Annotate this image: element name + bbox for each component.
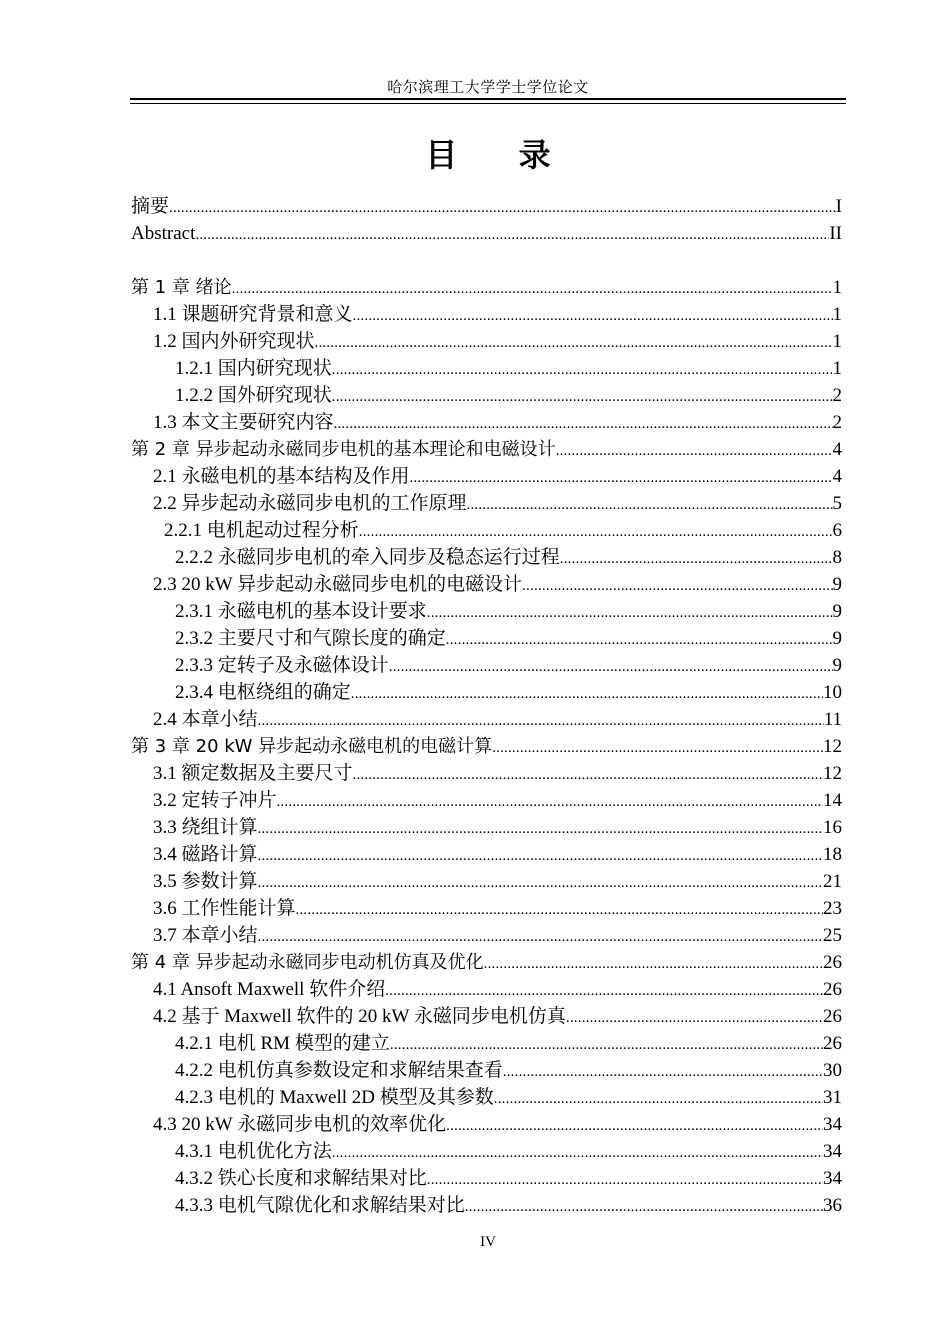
toc-entry-label: 4.3.2 铁心长度和求解结果对比 bbox=[175, 1168, 427, 1189]
dot-leader bbox=[232, 276, 833, 303]
page-number: IV bbox=[480, 1234, 496, 1250]
toc-entry-label: 3.4 磁路计算 bbox=[153, 844, 258, 865]
dot-leader bbox=[467, 492, 833, 519]
toc-entry[interactable] bbox=[131, 1192, 842, 1219]
dot-leader bbox=[566, 1005, 823, 1032]
toc-entry[interactable] bbox=[131, 328, 842, 355]
toc-entry-label: 2.3.1 永磁电机的基本设计要求 bbox=[175, 601, 427, 622]
toc-entry-label: Abstract bbox=[131, 223, 196, 244]
toc-entry-label: 4.3.1 电机优化方法 bbox=[175, 1141, 332, 1162]
toc-entry[interactable] bbox=[131, 1165, 842, 1192]
dot-leader bbox=[258, 843, 823, 870]
toc-entry-label: 第 2 章 异步起动永磁同步电机的基本理论和电磁设计 bbox=[131, 439, 556, 460]
toc-entry[interactable] bbox=[131, 301, 842, 328]
dot-leader bbox=[195, 222, 829, 249]
table-of-contents bbox=[131, 193, 842, 1219]
toc-entry-page: 12 bbox=[823, 736, 842, 757]
toc-entry-label: 1.2.1 国内研究现状 bbox=[175, 358, 332, 379]
toc-entry[interactable] bbox=[131, 220, 842, 247]
toc-entry-label: 2.3.2 主要尺寸和气隙长度的确定 bbox=[175, 628, 446, 649]
toc-entry[interactable] bbox=[131, 355, 842, 382]
dot-leader bbox=[446, 627, 833, 654]
toc-entry-label: 1.1 课题研究背景和意义 bbox=[153, 304, 353, 325]
toc-entry-page: 11 bbox=[823, 709, 842, 730]
dot-leader bbox=[334, 411, 833, 438]
toc-title: 目 录 bbox=[425, 136, 551, 174]
toc-entry[interactable] bbox=[131, 1057, 842, 1084]
toc-entry[interactable] bbox=[131, 706, 842, 733]
toc-entry-label: 3.5 参数计算 bbox=[153, 871, 258, 892]
toc-entry-page: 21 bbox=[823, 871, 842, 892]
toc-entry-page: 1 bbox=[832, 304, 842, 325]
toc-entry-page: 16 bbox=[823, 817, 842, 838]
toc-chapter-entry[interactable] bbox=[131, 949, 842, 976]
dot-leader bbox=[296, 897, 823, 924]
toc-entry-page: 1 bbox=[832, 331, 842, 352]
toc-entry-label: 2.2.1 电机起动过程分析 bbox=[164, 520, 359, 541]
toc-entry-page: 4 bbox=[832, 466, 842, 487]
toc-entry-label: 2.3 20 kW 异步起动永磁同步电机的电磁设计 bbox=[153, 574, 523, 595]
dot-leader bbox=[353, 762, 823, 789]
toc-entry-page: 2 bbox=[832, 385, 842, 406]
dot-leader bbox=[359, 519, 833, 546]
toc-entry-page: 12 bbox=[823, 763, 842, 784]
toc-entry-page: 30 bbox=[823, 1060, 842, 1081]
toc-entry-page: 34 bbox=[823, 1114, 842, 1135]
toc-entry[interactable] bbox=[131, 409, 842, 436]
dot-leader bbox=[385, 978, 823, 1005]
toc-chapter-entry[interactable] bbox=[131, 274, 842, 301]
dot-leader bbox=[492, 735, 823, 762]
toc-entry[interactable] bbox=[131, 922, 842, 949]
toc-entry[interactable] bbox=[131, 382, 842, 409]
toc-entry[interactable] bbox=[131, 895, 842, 922]
toc-entry[interactable] bbox=[131, 760, 842, 787]
toc-entry[interactable] bbox=[131, 868, 842, 895]
toc-entry[interactable] bbox=[131, 1138, 842, 1165]
toc-entry-page: 1 bbox=[832, 358, 842, 379]
dot-leader bbox=[446, 1113, 823, 1140]
header-rule-thin bbox=[130, 103, 846, 104]
toc-entry-label: 1.2.2 国外研究现状 bbox=[175, 385, 332, 406]
toc-entry-page: 9 bbox=[832, 601, 842, 622]
toc-entry-page: 36 bbox=[823, 1195, 842, 1216]
toc-entry-label: 1.3 本文主要研究内容 bbox=[153, 412, 334, 433]
dot-leader bbox=[351, 681, 823, 708]
toc-entry-page: 1 bbox=[832, 277, 842, 298]
toc-entry-label: 4.2.3 电机的 Maxwell 2D 模型及其参数 bbox=[175, 1087, 494, 1108]
toc-entry-label: 1.2 国内外研究现状 bbox=[153, 331, 315, 352]
toc-entry-label: 4.2.1 电机 RM 模型的建立 bbox=[175, 1033, 390, 1054]
toc-entry[interactable] bbox=[131, 625, 842, 652]
toc-entry[interactable] bbox=[131, 544, 842, 571]
dot-leader bbox=[332, 357, 833, 384]
running-header: 哈尔滨理工大学学士学位论文 bbox=[387, 80, 589, 96]
toc-entry-page: 9 bbox=[832, 628, 842, 649]
toc-entry-label: 摘要 bbox=[131, 196, 170, 217]
toc-entry-page: 34 bbox=[823, 1141, 842, 1162]
dot-leader bbox=[332, 384, 833, 411]
dot-leader bbox=[427, 600, 833, 627]
toc-spacer bbox=[131, 247, 842, 274]
toc-entry-page: 26 bbox=[823, 979, 842, 1000]
dot-leader bbox=[494, 1086, 823, 1113]
toc-entry[interactable] bbox=[131, 598, 842, 625]
toc-entry-label: 2.3.4 电枢绕组的确定 bbox=[175, 682, 351, 703]
header-rule-thick bbox=[130, 98, 846, 100]
toc-entry[interactable] bbox=[131, 1111, 842, 1138]
dot-leader bbox=[556, 438, 833, 465]
toc-entry-page: 26 bbox=[823, 1006, 842, 1027]
toc-entry-page: 14 bbox=[823, 790, 842, 811]
toc-entry-page: 9 bbox=[832, 574, 842, 595]
dot-leader bbox=[258, 708, 824, 735]
toc-entry-page: 18 bbox=[823, 844, 842, 865]
toc-chapter-entry[interactable] bbox=[131, 436, 842, 463]
dot-leader bbox=[465, 1194, 823, 1221]
toc-entry-page: I bbox=[835, 196, 842, 217]
toc-chapter-entry[interactable] bbox=[131, 733, 842, 760]
toc-entry[interactable] bbox=[131, 193, 842, 220]
toc-entry-label: 3.7 本章小结 bbox=[153, 925, 258, 946]
toc-entry-label: 3.3 绕组计算 bbox=[153, 817, 258, 838]
toc-entry-label: 2.2 异步起动永磁同步电机的工作原理 bbox=[153, 493, 467, 514]
toc-entry-label: 4.1 Ansoft Maxwell 软件介绍 bbox=[153, 979, 386, 1000]
toc-entry[interactable] bbox=[131, 571, 842, 598]
dot-leader bbox=[389, 654, 833, 681]
dot-leader bbox=[332, 1140, 823, 1167]
toc-entry-label: 第 4 章 异步起动永磁同步电动机仿真及优化 bbox=[131, 952, 484, 973]
toc-entry[interactable] bbox=[131, 814, 842, 841]
dot-leader bbox=[315, 330, 833, 357]
toc-entry[interactable] bbox=[131, 1003, 842, 1030]
dot-leader bbox=[522, 573, 832, 600]
toc-entry-label: 3.1 额定数据及主要尺寸 bbox=[153, 763, 353, 784]
toc-entry-label: 2.3.3 定转子及永磁体设计 bbox=[175, 655, 389, 676]
toc-entry-page: 8 bbox=[832, 547, 842, 568]
toc-entry-label: 4.3 20 kW 永磁同步电机的效率优化 bbox=[153, 1114, 447, 1135]
toc-entry-label: 3.2 定转子冲片 bbox=[153, 790, 277, 811]
toc-entry[interactable] bbox=[131, 490, 842, 517]
toc-entry-label: 3.6 工作性能计算 bbox=[153, 898, 296, 919]
dot-leader bbox=[390, 1032, 823, 1059]
toc-entry-page: 23 bbox=[823, 898, 842, 919]
toc-entry-label: 2.4 本章小结 bbox=[153, 709, 258, 730]
toc-entry-page: 26 bbox=[823, 952, 842, 973]
dot-leader bbox=[258, 870, 823, 897]
toc-entry[interactable] bbox=[131, 463, 842, 490]
dot-leader bbox=[277, 789, 823, 816]
toc-entry-page: 9 bbox=[832, 655, 842, 676]
dot-leader bbox=[560, 546, 833, 573]
toc-entry[interactable] bbox=[131, 1030, 842, 1057]
toc-entry-page: 34 bbox=[823, 1168, 842, 1189]
toc-entry-label: 2.1 永磁电机的基本结构及作用 bbox=[153, 466, 410, 487]
toc-entry-page: II bbox=[829, 223, 842, 244]
toc-entry-page: 4 bbox=[832, 439, 842, 460]
dot-leader bbox=[169, 195, 836, 222]
toc-entry-page: 31 bbox=[823, 1087, 842, 1108]
toc-entry-label: 4.2 基于 Maxwell 软件的 20 kW 永磁同步电机仿真 bbox=[153, 1006, 566, 1027]
dot-leader bbox=[353, 303, 833, 330]
toc-entry[interactable] bbox=[131, 841, 842, 868]
toc-entry[interactable] bbox=[131, 679, 842, 706]
toc-entry-page: 2 bbox=[832, 412, 842, 433]
toc-entry-page: 6 bbox=[832, 520, 842, 541]
dot-leader bbox=[258, 924, 823, 951]
toc-entry-label: 2.2.2 永磁同步电机的牵入同步及稳态运行过程 bbox=[175, 547, 560, 568]
toc-entry-page: 26 bbox=[823, 1033, 842, 1054]
dot-leader bbox=[484, 951, 823, 978]
toc-entry-label: 第 3 章 20 kW 异步起动永磁电机的电磁计算 bbox=[131, 736, 493, 757]
toc-entry[interactable] bbox=[131, 652, 842, 679]
toc-entry-page: 10 bbox=[823, 682, 842, 703]
toc-entry-label: 第 1 章 绪论 bbox=[131, 277, 232, 298]
dot-leader bbox=[427, 1167, 823, 1194]
toc-entry-page: 5 bbox=[832, 493, 842, 514]
dot-leader bbox=[258, 816, 823, 843]
toc-entry-label: 4.3.3 电机气隙优化和求解结果对比 bbox=[175, 1195, 465, 1216]
toc-entry[interactable] bbox=[131, 787, 842, 814]
toc-entry[interactable] bbox=[131, 1084, 842, 1111]
toc-entry-page: 25 bbox=[823, 925, 842, 946]
toc-entry[interactable] bbox=[131, 517, 842, 544]
dot-leader bbox=[410, 465, 833, 492]
toc-entry-label: 4.2.2 电机仿真参数设定和求解结果查看 bbox=[175, 1060, 503, 1081]
dot-leader bbox=[503, 1059, 823, 1086]
toc-entry[interactable] bbox=[131, 976, 842, 1003]
